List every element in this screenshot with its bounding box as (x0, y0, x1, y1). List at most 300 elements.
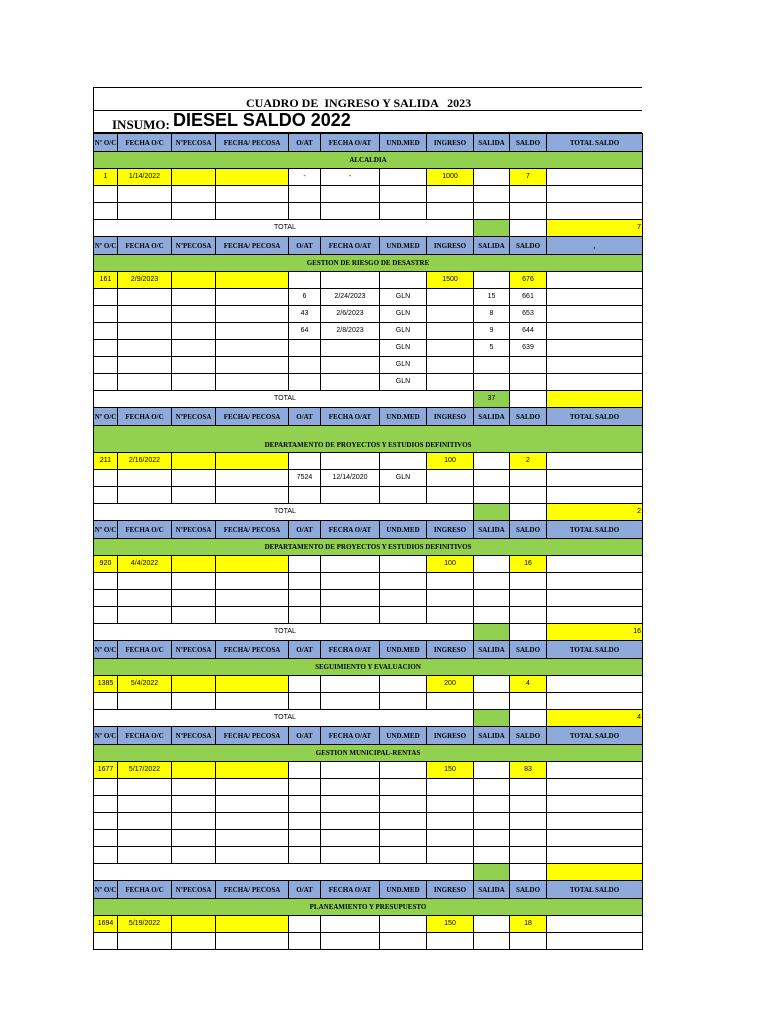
section-name: ALCALDIA (94, 152, 643, 169)
table-cell: 2/16/2022 (118, 453, 172, 470)
table-row (94, 289, 643, 306)
total-label: TOTAL (94, 504, 474, 521)
column-header: TOTAL SALDO (547, 408, 643, 426)
table-cell (321, 676, 380, 693)
table-cell (547, 453, 643, 470)
table-cell (94, 357, 118, 374)
table-cell (474, 357, 510, 374)
column-header: UND.MED (380, 881, 427, 899)
table-cell (289, 916, 321, 933)
table-cell (380, 573, 427, 590)
table-cell (547, 693, 643, 710)
table-cell (547, 289, 643, 306)
table-cell (427, 340, 474, 357)
total-salida (474, 504, 510, 521)
table-cell (172, 573, 216, 590)
column-header: FECHA/ PECOSA (216, 641, 289, 659)
table-row (94, 916, 643, 933)
table-cell: 150 (427, 916, 474, 933)
table-cell: 12/14/2020 (321, 470, 380, 487)
table-cell (510, 573, 547, 590)
table-cell (216, 607, 289, 624)
column-header: SALDO (510, 521, 547, 539)
table-cell (474, 169, 510, 186)
total-salida (474, 710, 510, 727)
table-cell (474, 607, 510, 624)
table-row (94, 169, 643, 186)
table-cell (216, 374, 289, 391)
table-cell (380, 487, 427, 504)
table-cell (94, 796, 118, 813)
table-cell (474, 272, 510, 289)
table-cell (94, 203, 118, 220)
table-cell (510, 203, 547, 220)
table-cell (427, 796, 474, 813)
table-cell (172, 607, 216, 624)
column-header: FECHA/ PECOSA (216, 134, 289, 152)
table-cell: 2/6/2023 (321, 306, 380, 323)
table-cell (380, 813, 427, 830)
table-cell (289, 779, 321, 796)
table-cell (118, 847, 172, 864)
table-cell (547, 357, 643, 374)
column-header: O/AT (289, 237, 321, 255)
table-cell (118, 289, 172, 306)
table-cell (547, 323, 643, 340)
column-header: Nº O/C (94, 641, 118, 659)
table-cell (474, 676, 510, 693)
table-cell (289, 830, 321, 847)
table-cell (216, 203, 289, 220)
table-cell: 211 (94, 453, 118, 470)
table-cell (547, 470, 643, 487)
table-cell (118, 203, 172, 220)
column-header: UND.MED (380, 641, 427, 659)
table-cell: 2/9/2023 (118, 272, 172, 289)
column-header: INGRESO (427, 237, 474, 255)
column-header: FECHA O/C (118, 881, 172, 899)
table-cell: GLN (380, 323, 427, 340)
table-cell: GLN (380, 340, 427, 357)
table-cell (474, 916, 510, 933)
section-name: SEGUIMIENTO Y EVALUACION (94, 659, 643, 676)
table-cell (321, 933, 380, 950)
table-cell (474, 830, 510, 847)
table-row (94, 933, 643, 950)
column-header: O/AT (289, 521, 321, 539)
table-cell (380, 796, 427, 813)
column-header: NºPECOSA (172, 237, 216, 255)
table-cell: 1677 (94, 762, 118, 779)
table-cell (172, 779, 216, 796)
total-saldo-empty (510, 864, 547, 881)
table-cell (172, 453, 216, 470)
table-row (94, 847, 643, 864)
table-cell (289, 186, 321, 203)
table-cell (94, 323, 118, 340)
table-cell (380, 169, 427, 186)
table-cell (321, 374, 380, 391)
table-cell (216, 573, 289, 590)
table-cell (321, 203, 380, 220)
table-cell (474, 453, 510, 470)
table-cell: 100 (427, 556, 474, 573)
table-cell (118, 796, 172, 813)
table-row (94, 607, 643, 624)
table-cell (427, 289, 474, 306)
column-header: FECHA O/AT (321, 134, 380, 152)
table-cell (289, 762, 321, 779)
table-cell (289, 272, 321, 289)
total-saldo-empty (510, 710, 547, 727)
table-cell (547, 590, 643, 607)
column-header: Nº O/C (94, 237, 118, 255)
table-cell (94, 693, 118, 710)
table-cell (547, 830, 643, 847)
column-header: FECHA O/AT (321, 727, 380, 745)
table-row (94, 779, 643, 796)
column-header: FECHA O/C (118, 237, 172, 255)
table-cell (321, 453, 380, 470)
table-cell (118, 607, 172, 624)
table-cell: GLN (380, 374, 427, 391)
column-header: O/AT (289, 727, 321, 745)
table-cell (94, 830, 118, 847)
table-cell (118, 590, 172, 607)
table-cell (94, 374, 118, 391)
table-cell: 8 (474, 306, 510, 323)
section-name: PLANEAMIENTO Y PRESUPUESTO (94, 899, 643, 916)
table-cell: 920 (94, 556, 118, 573)
column-header: SALIDA (474, 641, 510, 659)
column-header-row (94, 134, 643, 152)
table-cell (118, 693, 172, 710)
table-cell (216, 169, 289, 186)
table-cell (321, 796, 380, 813)
column-header-row (94, 408, 643, 426)
total-saldo-empty (510, 624, 547, 641)
column-header: FECHA/ PECOSA (216, 521, 289, 539)
table-cell (427, 779, 474, 796)
table-cell (172, 796, 216, 813)
table-cell (172, 487, 216, 504)
table-cell: 161 (94, 272, 118, 289)
table-cell (474, 556, 510, 573)
table-cell: 661 (510, 289, 547, 306)
table-cell: 4/4/2022 (118, 556, 172, 573)
table-cell (118, 813, 172, 830)
column-header: FECHA O/AT (321, 641, 380, 659)
table-cell: 653 (510, 306, 547, 323)
table-cell (547, 933, 643, 950)
column-header-row (94, 727, 643, 745)
table-cell (547, 916, 643, 933)
table-row (94, 573, 643, 590)
table-cell: 1385 (94, 676, 118, 693)
table-cell (547, 607, 643, 624)
table-cell (321, 762, 380, 779)
table-cell (289, 847, 321, 864)
column-header: NºPECOSA (172, 134, 216, 152)
table-cell (172, 762, 216, 779)
table-cell (474, 203, 510, 220)
section-row (94, 152, 643, 169)
section-name: DEPARTAMENTO DE PROYECTOS Y ESTUDIOS DEFINITIVOS (94, 539, 643, 556)
table-cell (321, 813, 380, 830)
table-cell (474, 573, 510, 590)
column-header: FECHA O/C (118, 521, 172, 539)
table-cell (510, 487, 547, 504)
table-cell: 200 (427, 676, 474, 693)
table-row (94, 272, 643, 289)
table-cell (380, 186, 427, 203)
table-cell (427, 813, 474, 830)
table-cell (216, 556, 289, 573)
table-cell (289, 487, 321, 504)
column-header: SALDO (510, 881, 547, 899)
column-header: O/AT (289, 134, 321, 152)
table-cell (216, 289, 289, 306)
table-cell (510, 470, 547, 487)
column-header-row (94, 237, 643, 255)
table-cell (510, 779, 547, 796)
column-header: NºPECOSA (172, 408, 216, 426)
spreadsheet (93, 87, 642, 950)
total-saldo: 4 (547, 710, 643, 727)
column-header: INGRESO (427, 408, 474, 426)
table-row (94, 374, 643, 391)
table-cell (510, 607, 547, 624)
column-header: FECHA/ PECOSA (216, 727, 289, 745)
table-cell (380, 762, 427, 779)
sheet-title: CUADRO DE INGRESO Y SALIDA 2023 (246, 96, 472, 110)
table-cell (94, 340, 118, 357)
table-cell (289, 556, 321, 573)
table-row (94, 453, 643, 470)
table-cell (172, 693, 216, 710)
table-row (94, 796, 643, 813)
table-cell (547, 556, 643, 573)
table-cell (289, 203, 321, 220)
column-header: FECHA O/AT (321, 408, 380, 426)
table-cell (289, 796, 321, 813)
table-cell (172, 306, 216, 323)
table-cell (427, 933, 474, 950)
table-cell (427, 357, 474, 374)
table-cell (172, 374, 216, 391)
table-cell (380, 916, 427, 933)
total-saldo (547, 391, 643, 408)
column-header: INGRESO (427, 727, 474, 745)
table-cell (216, 357, 289, 374)
table-cell (427, 470, 474, 487)
insumo-row (93, 110, 642, 133)
table-cell (289, 676, 321, 693)
table-cell (547, 374, 643, 391)
column-header: FECHA/ PECOSA (216, 881, 289, 899)
table-cell (547, 573, 643, 590)
column-header: TOTAL SALDO (547, 727, 643, 745)
table-cell: 1/14/2022 (118, 169, 172, 186)
table-cell (216, 813, 289, 830)
column-header: TOTAL SALDO (547, 641, 643, 659)
table-cell (380, 272, 427, 289)
table-row (94, 556, 643, 573)
table-row (94, 340, 643, 357)
section-row (94, 899, 643, 916)
table-cell (427, 693, 474, 710)
table-cell: 639 (510, 340, 547, 357)
table-cell (510, 830, 547, 847)
table-cell (547, 340, 643, 357)
table-cell (94, 813, 118, 830)
table-cell (380, 693, 427, 710)
section-row (94, 426, 643, 453)
table-cell (321, 779, 380, 796)
table-cell (547, 813, 643, 830)
table-cell (427, 573, 474, 590)
column-header: UND.MED (380, 408, 427, 426)
table-cell: 18 (510, 916, 547, 933)
table-cell (474, 847, 510, 864)
table-cell (216, 487, 289, 504)
table-cell: 7 (510, 169, 547, 186)
table-cell (510, 796, 547, 813)
table-cell (321, 340, 380, 357)
table-cell (289, 933, 321, 950)
table-cell (547, 306, 643, 323)
table-cell (172, 556, 216, 573)
table-cell (118, 357, 172, 374)
column-header: SALIDA (474, 237, 510, 255)
table-cell (321, 916, 380, 933)
column-header: FECHA O/C (118, 408, 172, 426)
table-cell (510, 357, 547, 374)
column-header: FECHA O/AT (321, 521, 380, 539)
total-saldo-empty (510, 391, 547, 408)
column-header-row (94, 521, 643, 539)
column-header: SALDO (510, 727, 547, 745)
table-cell (547, 186, 643, 203)
table-row (94, 357, 643, 374)
table-cell (118, 487, 172, 504)
table-cell (118, 374, 172, 391)
column-header: FECHA/ PECOSA (216, 408, 289, 426)
table-cell (118, 470, 172, 487)
table-cell: GLN (380, 470, 427, 487)
column-header: Nº O/C (94, 521, 118, 539)
table-cell: 5/19/2022 (118, 916, 172, 933)
table-cell (547, 676, 643, 693)
table-cell (118, 340, 172, 357)
table-cell (94, 779, 118, 796)
table-cell (172, 203, 216, 220)
table-cell (172, 169, 216, 186)
table-cell: 6 (289, 289, 321, 306)
column-header: SALIDA (474, 727, 510, 745)
table-cell (474, 487, 510, 504)
table-cell (94, 607, 118, 624)
column-header: NºPECOSA (172, 727, 216, 745)
table-cell (216, 470, 289, 487)
table-cell (321, 487, 380, 504)
table-cell: 4 (510, 676, 547, 693)
table-cell (216, 762, 289, 779)
table-cell (289, 693, 321, 710)
table-cell (474, 779, 510, 796)
table-cell (321, 272, 380, 289)
table-cell (94, 306, 118, 323)
column-header: FECHA/ PECOSA (216, 237, 289, 255)
column-header: SALDO (510, 134, 547, 152)
table-cell (380, 847, 427, 864)
total-label: TOTAL (94, 710, 474, 727)
table-cell (118, 186, 172, 203)
section-row (94, 539, 643, 556)
column-header-row (94, 881, 643, 899)
table-row (94, 590, 643, 607)
table-cell (427, 590, 474, 607)
total-saldo: 7 (547, 220, 643, 237)
table-cell (216, 590, 289, 607)
table-cell (474, 813, 510, 830)
column-header: SALIDA (474, 408, 510, 426)
table-cell (289, 573, 321, 590)
table-cell (216, 676, 289, 693)
column-header: UND.MED (380, 727, 427, 745)
table-cell (321, 847, 380, 864)
table-cell: 1000 (427, 169, 474, 186)
table-cell: GLN (380, 289, 427, 306)
total-salida (474, 864, 510, 881)
table-cell (547, 796, 643, 813)
table-cell (380, 676, 427, 693)
table-cell: 676 (510, 272, 547, 289)
section-name: DEPARTAMENTO DE PROYECTOS Y ESTUDIOS DEFINITIVOS (94, 426, 643, 453)
table-cell (172, 289, 216, 306)
total-label: TOTAL (94, 220, 474, 237)
table-cell (172, 340, 216, 357)
table-cell (118, 306, 172, 323)
table-cell (289, 453, 321, 470)
column-header: SALIDA (474, 881, 510, 899)
column-header: FECHA O/AT (321, 237, 380, 255)
table-cell (321, 556, 380, 573)
table-cell (321, 607, 380, 624)
table-cell (510, 847, 547, 864)
table-cell (510, 813, 547, 830)
table-cell (94, 933, 118, 950)
section-name: GESTION DE RIESGO DE DESASTRE (94, 255, 643, 272)
table-cell (289, 340, 321, 357)
table-cell (380, 590, 427, 607)
table-cell (547, 169, 643, 186)
table-cell: GLN (380, 357, 427, 374)
table-cell (216, 272, 289, 289)
column-header: NºPECOSA (172, 521, 216, 539)
ledger-body (94, 134, 643, 950)
total-label: TOTAL (94, 624, 474, 641)
table-cell (474, 470, 510, 487)
column-header: SALIDA (474, 134, 510, 152)
total-row (94, 504, 643, 521)
column-header: Nº O/C (94, 408, 118, 426)
column-header: INGRESO (427, 641, 474, 659)
column-header: , (547, 237, 643, 255)
table-cell (547, 762, 643, 779)
table-cell (321, 357, 380, 374)
column-header-row (94, 641, 643, 659)
